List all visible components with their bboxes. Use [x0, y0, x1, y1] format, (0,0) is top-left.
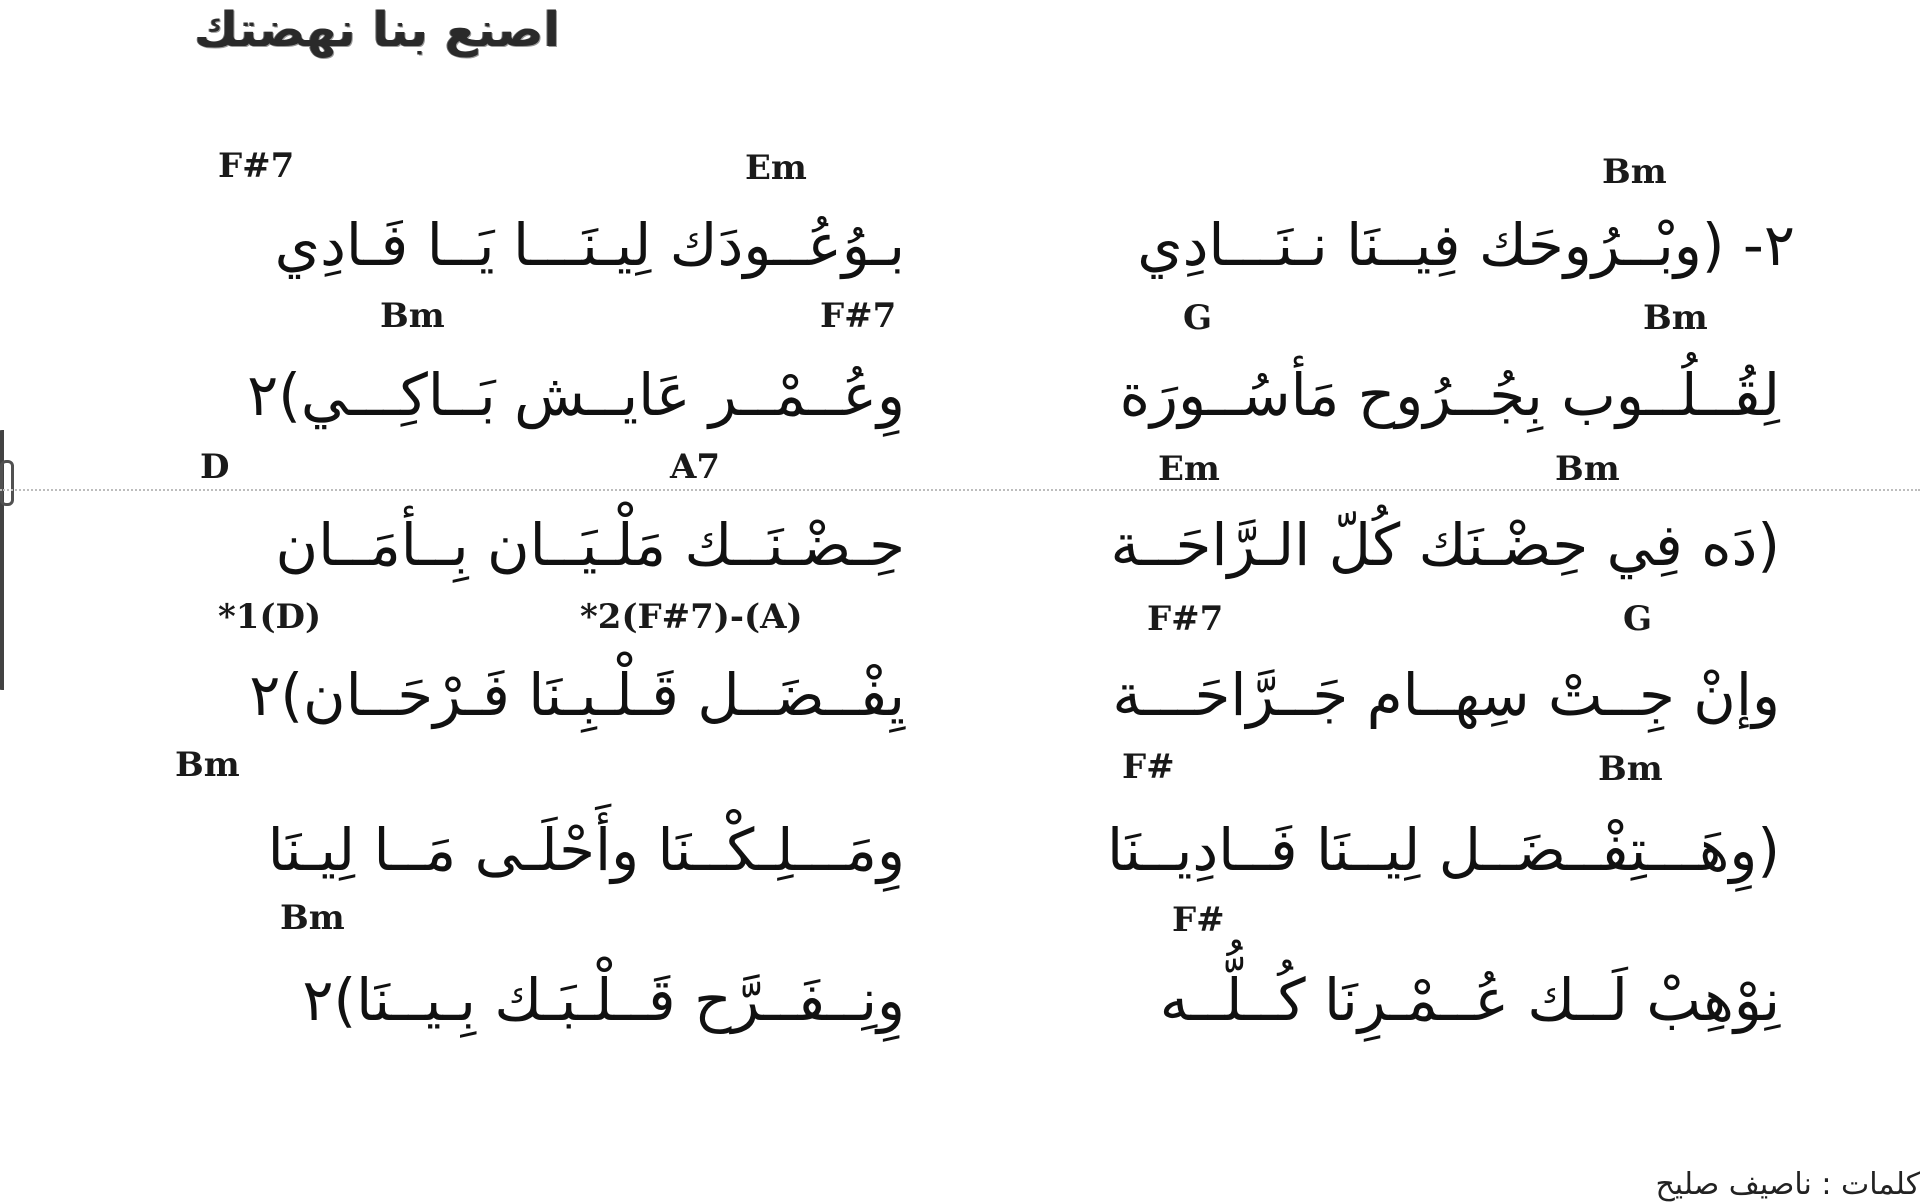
lyric-line-right: نِوْهِبْ لَــك عُــمْـرِنَا كُــلُّــه — [1159, 966, 1780, 1034]
chord: Bm — [380, 296, 445, 336]
lyric-line-left: حِـضْـنَــك مَلْـيَــان بِــأمَــان — [275, 511, 905, 579]
chord: F#7 — [218, 146, 295, 186]
lyric-line-right: لِقُــلُــوب بِجُــرُوح مَأسُــورَة — [1119, 361, 1780, 429]
chord: F#7 — [820, 296, 897, 336]
chord: Bm — [1598, 749, 1663, 789]
chord: F# — [1172, 900, 1225, 940]
song-title: اصنع بنا نهضتك — [194, 2, 560, 58]
lyric-line-right: (وِهَـــتِفْــضَــل لِيــنَا فَــادِيــنَا — [1107, 816, 1780, 884]
chord: Em — [1158, 449, 1220, 489]
lyric-line-left: يِفْــضَــل قَـلْـبِـنَا فَـرْحَــان)٢ — [249, 661, 905, 729]
lyric-line-left: وِعُــمْــر عَايــش بَــاكِـــي)٢ — [247, 361, 905, 429]
lyric-line-right: وإنْ جِــتْ سِهــام جَــرَّاحَـــة — [1112, 661, 1780, 729]
side-decoration — [0, 430, 28, 690]
chord: Bm — [1602, 152, 1667, 192]
lyric-line-right: (دَه فِي حِضْـنَك كُلّ الـرَّاحَــة — [1110, 511, 1780, 579]
chord: Bm — [1643, 298, 1708, 338]
chord: G — [1183, 298, 1213, 338]
fold-line — [0, 489, 1920, 491]
chord: A7 — [670, 447, 721, 487]
chord: Bm — [175, 745, 240, 785]
chord: *2(F#7)-(A) — [580, 597, 803, 637]
chord: F#7 — [1147, 599, 1224, 639]
chord: Em — [745, 148, 807, 188]
lyric-line-left: وِمَـــلِـكْــنَا وأَحْلَـى مَــا لِيـنَا — [267, 816, 905, 884]
chord: D — [200, 447, 230, 487]
chord: Bm — [280, 898, 345, 938]
chord: F# — [1122, 747, 1175, 787]
chord: Bm — [1555, 449, 1620, 489]
lyric-line-left: بـوُعُــودَك لِيـنَـــا يَــا فَـادِي — [274, 211, 905, 279]
chord: *1(D) — [218, 597, 322, 637]
lyric-line-left: وِنِــفَــرَّح قَــلْـبَـك بِـيــنَا)٢ — [302, 966, 905, 1034]
chord: G — [1623, 599, 1653, 639]
credits-line: كلمات : ناصيف صليح — [1655, 1167, 1920, 1202]
lyric-line-right: ٢- (وبْــرُوحَك فِيــنَا نـنَـــادِي — [1137, 211, 1795, 279]
